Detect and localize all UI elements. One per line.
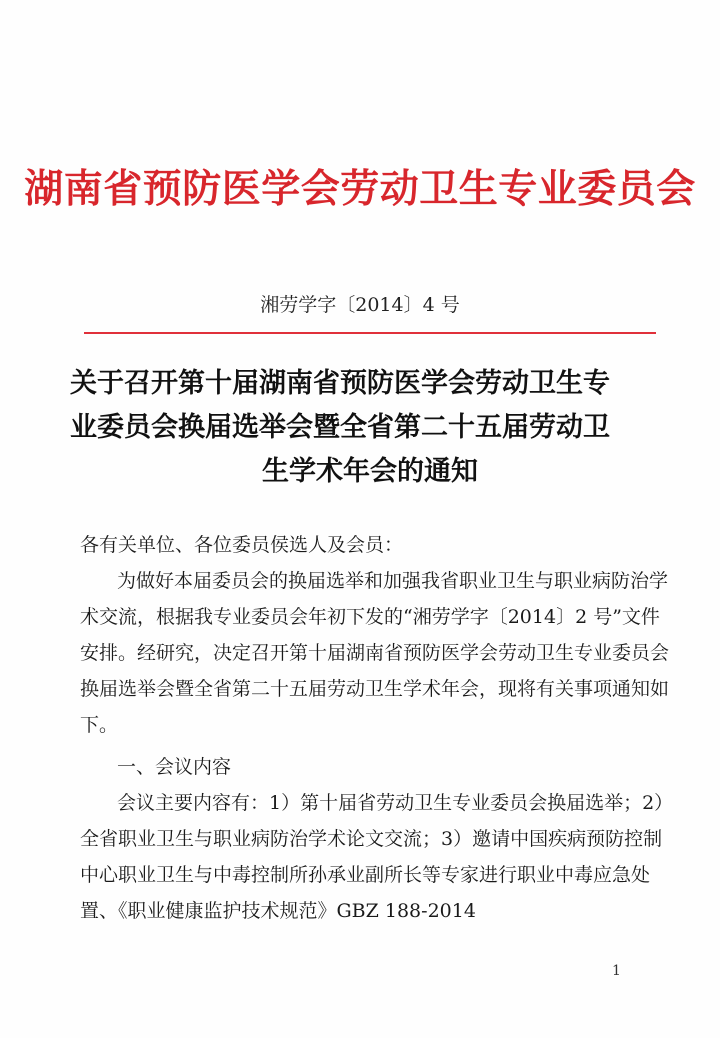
red-divider-line [84,332,656,334]
notice-title-line-1: 关于召开第十届湖南省预防医学会劳动卫生专 [70,368,610,399]
notice-title-line-2: 业委员会换届选举会暨全省第二十五届劳动卫 [70,412,610,443]
section-heading-meeting-content: 一、会议内容 [117,756,232,778]
notice-title [70,362,670,494]
organization-header: 湖南省预防医学会劳动卫生专业委员会 [24,166,696,212]
page-number: 1 [612,963,621,979]
notice-title-line-3: 生学术年会的通知 [262,456,478,487]
document-number: 湘劳学字〔2014〕4 号 [260,294,460,316]
salutation: 各有关单位、各位委员侯选人及会员： [80,534,404,556]
paragraph-meeting-content: 会议主要内容有：1）第十届省劳动卫生专业委员会换届选举；2）全省职业卫生与职业病防治学术论文交流；3）邀请中国疾病预防控制中心职业卫生与中毒控制所孙承业副所长等专家进行职业中毒应急处置、《职业健康监护技术规范》GBZ 188-2014 [80,792,664,922]
paragraph-intro: 为做好本届委员会的换届选举和加强我省职业卫生与职业病防治学术交流，根据我专业委员会年初下发的“湘劳学字〔2014〕2 号”文件安排。经研究，决定召开第十届湖南省预防医学会劳动卫生专业委员会换届选举会暨全省第二十五届劳动卫生学术年会，现将有关事项通知如下。 [80,570,670,736]
